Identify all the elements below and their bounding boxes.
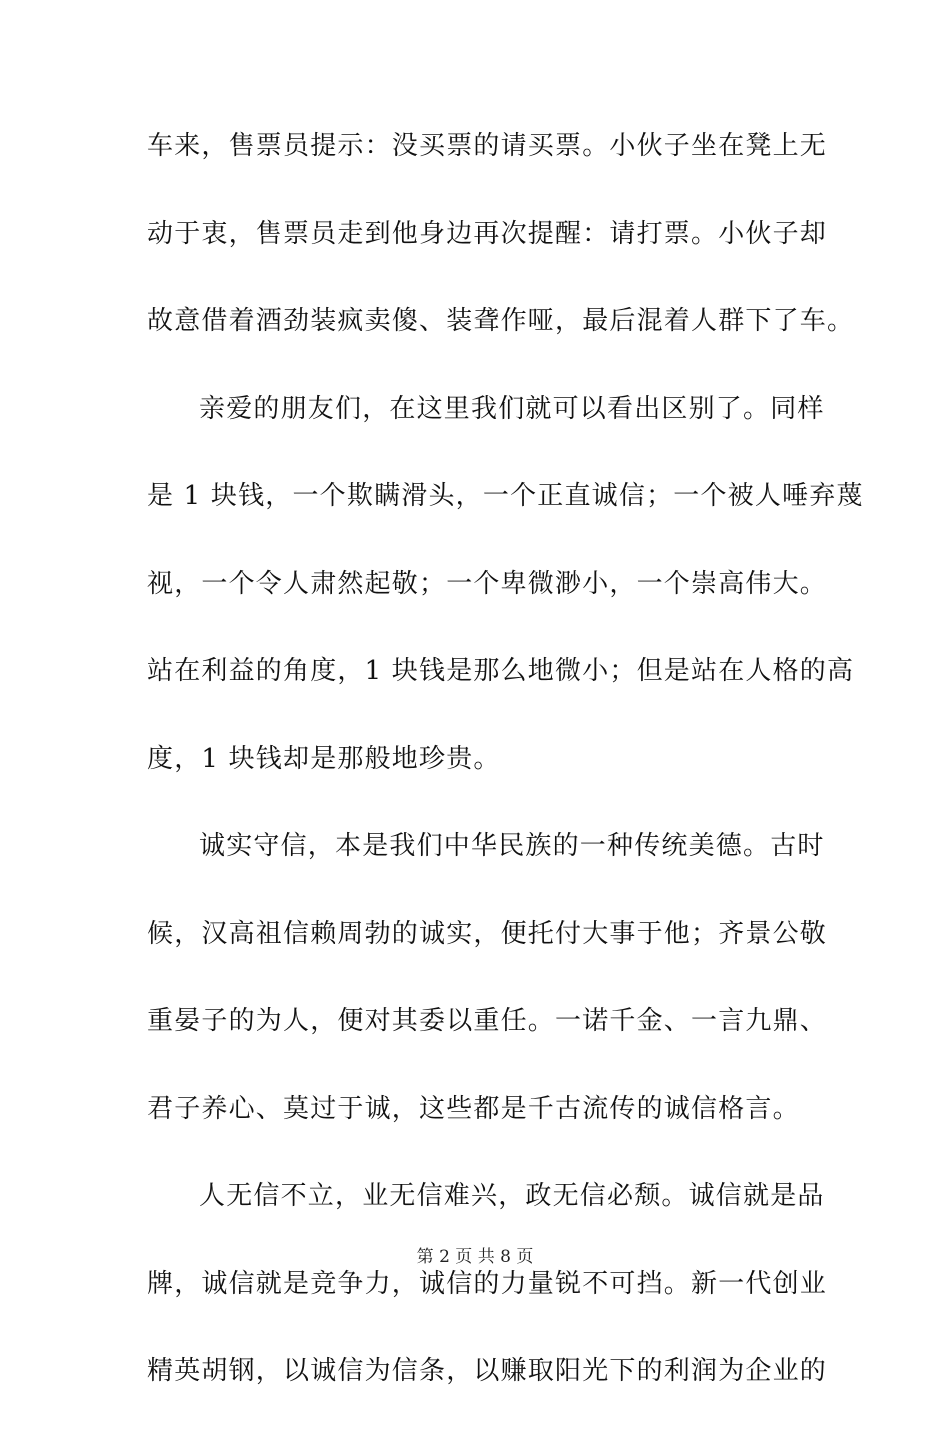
- text-line: 动于衷，售票员走到他身边再次提醒：请打票。小伙子却: [147, 218, 828, 249]
- text-line: 候，汉高祖信赖周勃的诚实，便托付大事于他；齐景公敬: [147, 918, 828, 949]
- text-line: 精英胡钢，以诚信为信条，以赚取阳光下的利润为企业的: [147, 1356, 828, 1386]
- text-line: 重晏子的为人，便对其委以重任。一诺千金、一言九鼎、: [147, 1006, 828, 1036]
- text-line: 度，1 块钱却是那般地珍贵。: [147, 743, 501, 774]
- text-line: 车来，售票员提示：没买票的请买票。小伙子坐在凳上无: [147, 131, 828, 161]
- text-line: 君子养心、莫过于诚，这些都是千古流传的诚信格言。: [147, 1093, 800, 1124]
- paragraph-start-line: 亲爱的朋友们，在这里我们就可以看出区别了。同样: [199, 393, 825, 424]
- text-line: 是 1 块钱，一个欺瞒滑头，一个正直诚信；一个被人唾弃蔑: [147, 481, 864, 511]
- text-line: 视，一个令人肃然起敬；一个卑微渺小，一个崇高伟大。: [147, 568, 828, 599]
- paragraph-start-line: 人无信不立，业无信难兴，政无信必颓。诚信就是品: [199, 1181, 825, 1211]
- text-line: 故意借着酒劲装疯卖傻、装聋作哑，最后混着人群下了车。: [147, 306, 855, 336]
- text-line: 站在利益的角度，1 块钱是那么地微小；但是站在人格的高: [147, 656, 855, 686]
- text-line: 牌，诚信就是竞争力，诚信的力量锐不可挡。新一代创业: [147, 1268, 828, 1299]
- paragraph-start-line: 诚实守信，本是我们中华民族的一种传统美德。古时: [199, 831, 825, 861]
- page-number-footer: 第 2 页 共 8 页: [416, 1247, 534, 1267]
